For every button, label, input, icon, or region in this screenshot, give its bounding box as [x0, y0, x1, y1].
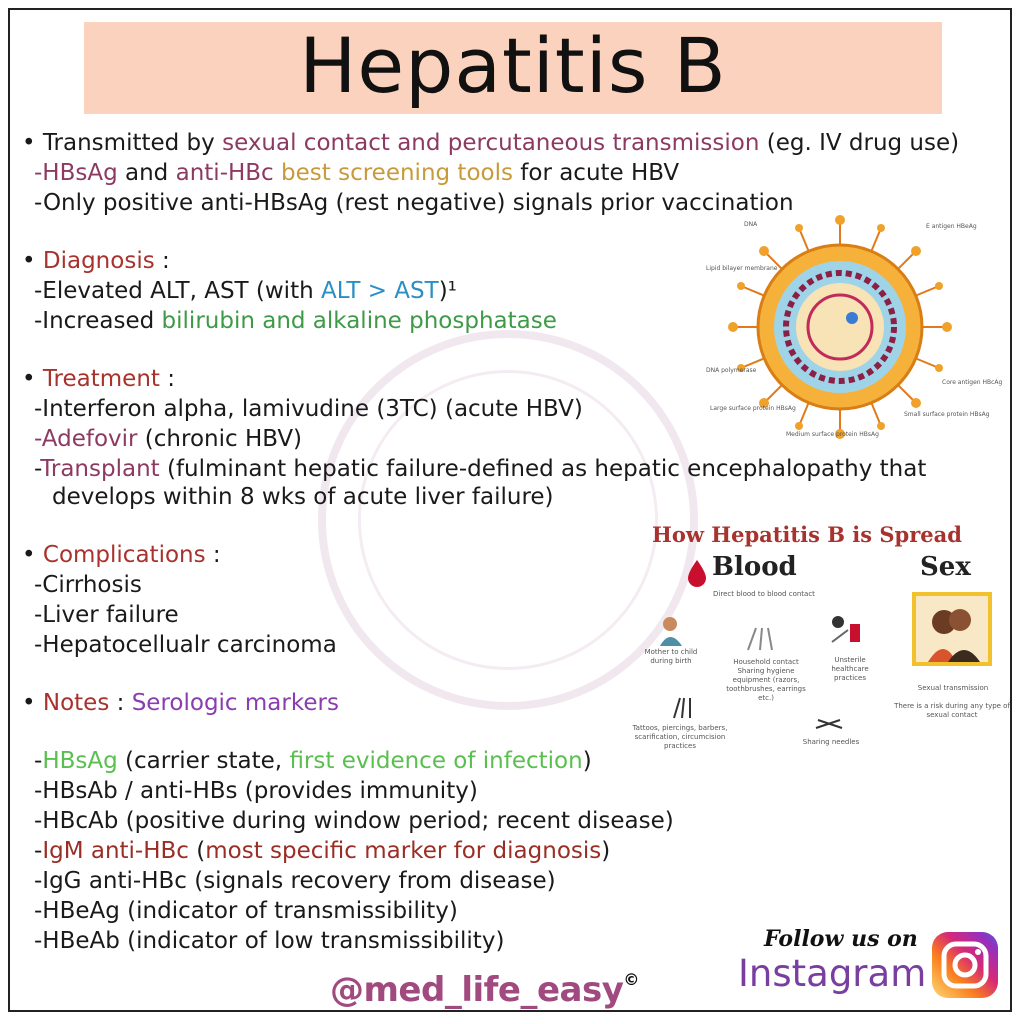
healthcare-syringe-icon	[828, 612, 868, 648]
highlight-text: first evidence of infection	[289, 748, 583, 774]
marker-line-2: -HBsAb / anti-HBs (provides immunity)	[34, 778, 478, 804]
couple-illustration-frame	[912, 592, 992, 666]
complication-item: -Cirrhosis	[34, 572, 142, 598]
complication-item: -Hepatocellualr carcinoma	[34, 632, 337, 658]
blood-drop-icon	[684, 558, 710, 588]
text: )	[601, 838, 611, 864]
heading-text: Treatment	[42, 366, 160, 392]
bullet: •	[22, 248, 43, 274]
handle-text: @med_life_easy	[330, 970, 624, 1010]
marker-line-7: -HBeAb (indicator of low transmissibility)	[34, 928, 505, 954]
text: -Increased	[34, 308, 162, 334]
virus-label: Medium surface protein HBsAg	[786, 431, 879, 438]
heading-text: Diagnosis	[42, 248, 155, 274]
author-handle[interactable]	[330, 970, 639, 1010]
transmission-line-1	[22, 128, 959, 158]
highlight-text: anti-HBc	[175, 160, 274, 186]
text: -	[34, 748, 43, 774]
text: :	[205, 542, 221, 568]
follow-us-text: Follow us on	[764, 926, 918, 952]
text: and	[117, 160, 176, 186]
diagnosis-heading	[22, 246, 170, 276]
virus-label: DNA polymerase	[706, 367, 757, 374]
highlight-text: sexual contact and percutaneous transmission	[222, 130, 760, 156]
sex-label: Sex	[920, 552, 971, 582]
bullet: •	[22, 542, 43, 568]
text: )¹	[438, 278, 457, 304]
marker-line-6: -HBeAg (indicator of transmissibility)	[34, 898, 458, 924]
diagnosis-line-1	[34, 276, 457, 306]
marker-line-4	[34, 836, 610, 866]
instagram-icon[interactable]	[930, 930, 1000, 1000]
text: for acute HBV	[512, 160, 680, 186]
marker-line-5: -IgG anti-HBc (signals recovery from disease)	[34, 868, 556, 894]
text: (carrier state,	[117, 748, 290, 774]
couple-icon	[912, 592, 992, 666]
highlight-text: IgM anti-HBc	[42, 838, 189, 864]
highlight-text: HBsAg	[42, 748, 118, 774]
spread-caption: Unsterile healthcare practices	[831, 656, 869, 682]
instagram-text[interactable]: Instagram	[738, 952, 927, 995]
sharing-needles-icon	[814, 716, 844, 732]
blood-label: Blood	[712, 552, 797, 582]
highlight-text: most specific marker for diagnosis	[205, 838, 602, 864]
spread-caption: Sharing needles	[802, 738, 860, 746]
text: )	[582, 748, 592, 774]
spread-caption: There is a risk during any type of sexual contact	[894, 702, 1010, 719]
bullet: •	[22, 366, 43, 392]
highlight-text: -HBsAg	[34, 160, 118, 186]
text: (eg. IV drug use)	[759, 130, 960, 156]
virus-label: DNA	[744, 221, 758, 228]
text: (	[188, 838, 206, 864]
tattoo-needle-icon	[668, 696, 698, 720]
mother-child-icon	[654, 612, 690, 648]
bullet: •	[22, 130, 43, 156]
highlight-text: bilirubin and alkaline phosphatase	[161, 308, 557, 334]
text: (fulminant hepatic failure-defined as hepatic encephalopathy that	[159, 456, 927, 482]
text: -	[34, 456, 41, 482]
spread-caption: Sexual transmission	[917, 684, 989, 692]
household-items-icon	[742, 624, 782, 654]
page-title: Hepatitis B	[299, 21, 727, 110]
text: :	[154, 248, 170, 274]
treatment-line-4: develops within 8 wks of acute liver failure)	[52, 484, 554, 510]
transmission-line-3: -Only positive anti-HBsAg (rest negative) signals prior vaccination	[34, 190, 794, 216]
treatment-line-3	[34, 454, 926, 484]
text: :	[159, 366, 175, 392]
treatment-heading	[22, 364, 175, 394]
copyright-symbol: ©	[623, 970, 639, 989]
subheading-text: Serologic markers	[131, 690, 339, 716]
spread-caption: Household contact Sharing hygiene equipment (razors, toothbrushes, earrings etc.)	[726, 658, 806, 702]
text: -Elevated ALT, AST (with	[34, 278, 321, 304]
highlight-text: Transplant	[40, 456, 160, 482]
heading-text: Notes	[42, 690, 110, 716]
text: -	[34, 838, 43, 864]
text: Transmitted by	[42, 130, 223, 156]
marker-line-3: -HBcAb (positive during window period; recent disease)	[34, 808, 674, 834]
virus-label: Core antigen HBcAg	[942, 379, 1003, 386]
virus-label: Large surface protein HBsAg	[710, 405, 796, 412]
treatment-line-2	[34, 424, 302, 454]
bullet: •	[22, 690, 43, 716]
virus-label: Lipid bilayer membrane	[706, 265, 778, 272]
text: :	[109, 690, 132, 716]
notes-heading	[22, 688, 339, 718]
complications-heading	[22, 540, 221, 570]
hepatitis-b-virus-diagram	[700, 212, 1020, 442]
spread-caption: Mother to child during birth	[644, 648, 698, 665]
marker-line-1	[34, 746, 592, 776]
complication-item: -Liver failure	[34, 602, 179, 628]
virus-label: Small surface protein HBsAg	[904, 411, 990, 418]
text	[274, 160, 281, 186]
treatment-line-1: -Interferon alpha, lamivudine (3TC) (acute HBV)	[34, 396, 583, 422]
text: (chronic HBV)	[137, 426, 303, 452]
virus-label: E antigen HBeAg	[926, 223, 977, 230]
highlight-text: -Adefovir	[34, 426, 138, 452]
highlight-text: ALT > AST	[320, 278, 439, 304]
dna-polymerase	[846, 312, 858, 324]
highlight-text: best screening tools	[281, 160, 513, 186]
spread-title: How Hepatitis B is Spread	[652, 522, 962, 547]
blood-caption: Direct blood to blood contact	[713, 590, 815, 598]
transmission-line-2	[34, 158, 679, 188]
heading-text: Complications	[42, 542, 206, 568]
spread-caption: Tattoos, piercings, barbers, scarification, circumcision practices	[632, 724, 728, 750]
diagnosis-line-2	[34, 306, 557, 336]
